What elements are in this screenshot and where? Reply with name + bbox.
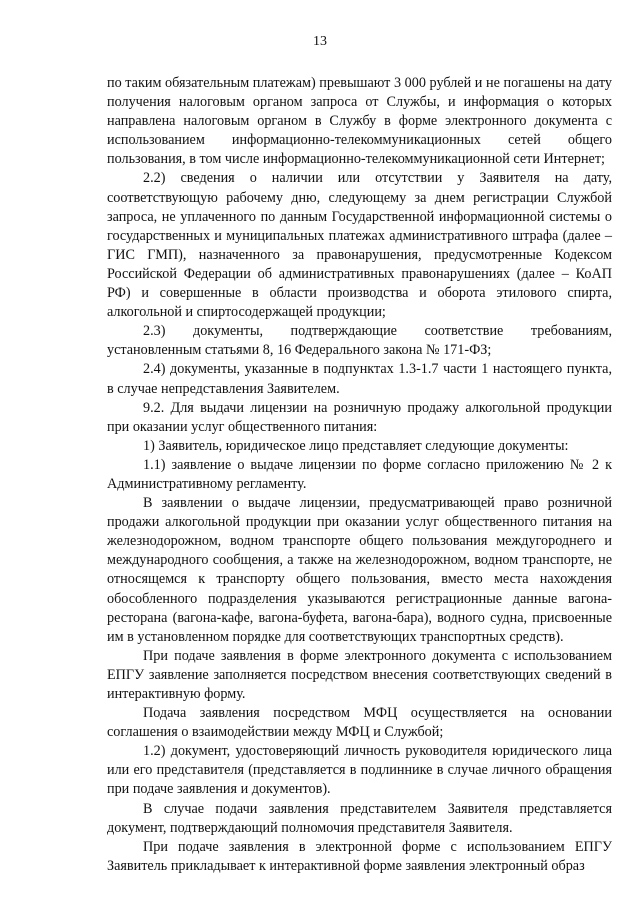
paragraph: 2.4) документы, указанные в подпунктах 1.3-1.7 части 1 настоящего пункта, в случае непредставления Заявителем. xyxy=(107,361,612,397)
paragraph: В случае подачи заявления представителем Заявителя представляется документ, подтверждающий полномочия представителя Заявителя. xyxy=(107,800,612,836)
paragraph: Подача заявления посредством МФЦ осуществляется на основании соглашения о взаимодействии между МФЦ и Службой; xyxy=(107,705,612,741)
paragraph: 9.2. Для выдачи лицензии на розничную продажу алкогольной продукции при оказании услуг общественного питания: xyxy=(107,399,612,435)
paragraph: 2.3) документы, подтверждающие соответствие требованиям, установленным статьями 8, 16 Федерального закона № 171-ФЗ; xyxy=(107,323,612,359)
document-body xyxy=(107,74,612,876)
paragraph: 2.2) сведения о наличии или отсутствии у Заявителя на дату, соответствующую рабочему дню, следующему за днем регистрации Службой запроса, не уплаченного по данным Государственной информационной системы о государственных и муниципальных платежах административного штрафа (далее – ГИС ГМП), назначенного за правонарушения, предусмотренные Кодексом Российской Федерации об административных правонарушениях (далее – КоАП РФ) и совершенные в области производства и оборота этилового спирта, алкогольной и спиртосодержащей продукции; xyxy=(107,170,612,321)
paragraph: 1) Заявитель, юридическое лицо представляет следующие документы: xyxy=(143,437,569,454)
paragraph: 1.1) заявление о выдаче лицензии по форме согласно приложению № 2 к Административному регламенту. xyxy=(107,456,612,492)
paragraph: При подаче заявления в форме электронного документа с использованием ЕПГУ заявление заполняется посредством внесения соответствующих сведений в интерактивную форму. xyxy=(107,647,612,702)
paragraph: При подаче заявления в электронной форме с использованием ЕПГУ Заявитель прикладывает к интерактивной форме заявления электронный образ xyxy=(107,838,612,874)
page-number: 13 xyxy=(313,34,327,49)
paragraph: 1.2) документ, удостоверяющий личность руководителя юридического лица или его представителя (представляется в подлиннике в случае личного обращения при подаче заявления и документов). xyxy=(107,743,612,798)
paragraph: В заявлении о выдаче лицензии, предусматривающей право розничной продажи алкогольной продукции при оказании услуг общественного питания на железнодорожном, водном транспорте общего пользования междугороднего и международного сообщения, а также на железнодорожном, водном транспорте, не относящемся к транспорту общего пользования, вместо места нахождения обособленного подразделения указываются регистрационные данные вагона-ресторана (вагона-кафе, вагона-буфета, вагона-бара), водного судна, присвоенные им в установленном порядке для соответствующих транспортных средств). xyxy=(107,495,612,645)
paragraph: по таким обязательным платежам) превышают 3 000 рублей и не погашены на дату получения налоговым органом запроса от Службы, и информация о которых направлена налоговым органом в Службу в форме электронного документа с использованием информационно-телекоммуникационных сетей общего пользования, в том числе информационно-телекоммуникационной сети Интернет; xyxy=(107,75,612,168)
